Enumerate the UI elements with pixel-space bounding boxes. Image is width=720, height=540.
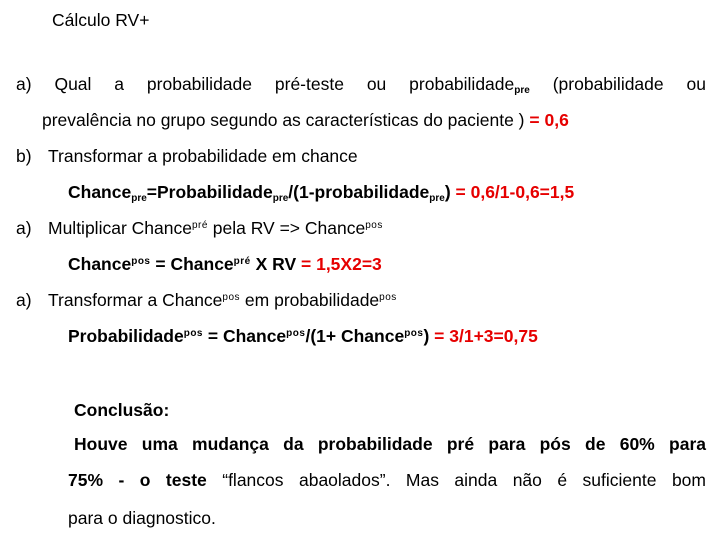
item-b-line [16, 146, 358, 167]
formula-probability: =Probabilidade [146, 182, 273, 202]
item-a2-sup: pré [191, 220, 208, 231]
item-a2-label: a) [16, 218, 32, 238]
item-a3-line [16, 290, 397, 311]
item-a1-text-part2: (probabilidade ou [552, 74, 706, 94]
item-a1-subscript: pre [514, 85, 530, 96]
formula-sup: pos [404, 328, 424, 339]
item-a3-text2: em probabilidade [240, 290, 380, 310]
formula-denominator: /(1+ Chance [305, 326, 405, 346]
item-a2-sup: pos [365, 220, 383, 231]
item-a3-formula [68, 326, 538, 347]
item-a3-sup: pos [379, 292, 397, 303]
formula-denominator: /(1-probabilidade [288, 182, 430, 202]
item-a2-formula [68, 254, 382, 275]
formula-chance: = Chance [203, 326, 287, 346]
item-a3-sup: pos [222, 292, 241, 303]
formula-sup: pos [286, 328, 306, 339]
item-a3-label: a) [16, 290, 32, 310]
item-a2-text1: Multiplicar Chance [48, 218, 192, 238]
item-a1-label: a) [16, 74, 32, 94]
item-a1-line2-text: prevalência no grupo segundo as características do paciente ) [42, 110, 530, 130]
item-a1-line1 [16, 74, 706, 96]
formula-rv: X RV [250, 254, 301, 274]
item-b-formula [68, 182, 574, 204]
formula-sup: pos [183, 328, 203, 339]
item-a2-line [16, 218, 383, 239]
formula-sup: pré [233, 256, 251, 267]
item-a3-text1: Transformar a Chance [48, 290, 223, 310]
formula-result: = 0,6/1-0,6=1,5 [450, 182, 575, 202]
formula-sub: pre [272, 193, 289, 204]
item-b-text: Transformar a probabilidade em chance [48, 146, 358, 166]
page-title: Cálculo RV+ [52, 10, 150, 30]
item-b-label: b) [16, 146, 32, 166]
conclusion-line2-rest: “flancos abaolados”. Mas ainda não é suficiente bom [206, 470, 706, 490]
formula-chance: Chance [68, 182, 132, 202]
formula-sup: pos [131, 256, 151, 267]
conclusion-line1: Houve uma mudança da probabilidade pré para pós de 60% para [74, 434, 706, 454]
item-a1-text-part1: Qual a probabilidade pré-teste ou probabilidade [54, 74, 515, 94]
item-a1-line2 [42, 110, 569, 131]
formula-result: = 1,5X2=3 [301, 254, 382, 274]
formula-probability: Probabilidade [68, 326, 184, 346]
formula-chance: = Chance [150, 254, 234, 274]
formula-close: ) [423, 326, 435, 346]
formula-result: = 3/1+3=0,75 [434, 326, 538, 346]
conclusion-line2-bold: 75% - o teste [68, 470, 207, 490]
conclusion-heading: Conclusão: [74, 400, 170, 420]
item-a2-text2: pela RV => Chance [207, 218, 366, 238]
conclusion-line2 [68, 470, 706, 491]
formula-sub: pre [131, 193, 147, 204]
formula-chance: Chance [68, 254, 132, 274]
formula-close: ) [444, 182, 451, 202]
formula-sub: pre [429, 193, 445, 204]
item-a1-result: = 0,6 [529, 110, 569, 130]
conclusion-line3: para o diagnostico. [68, 508, 216, 528]
